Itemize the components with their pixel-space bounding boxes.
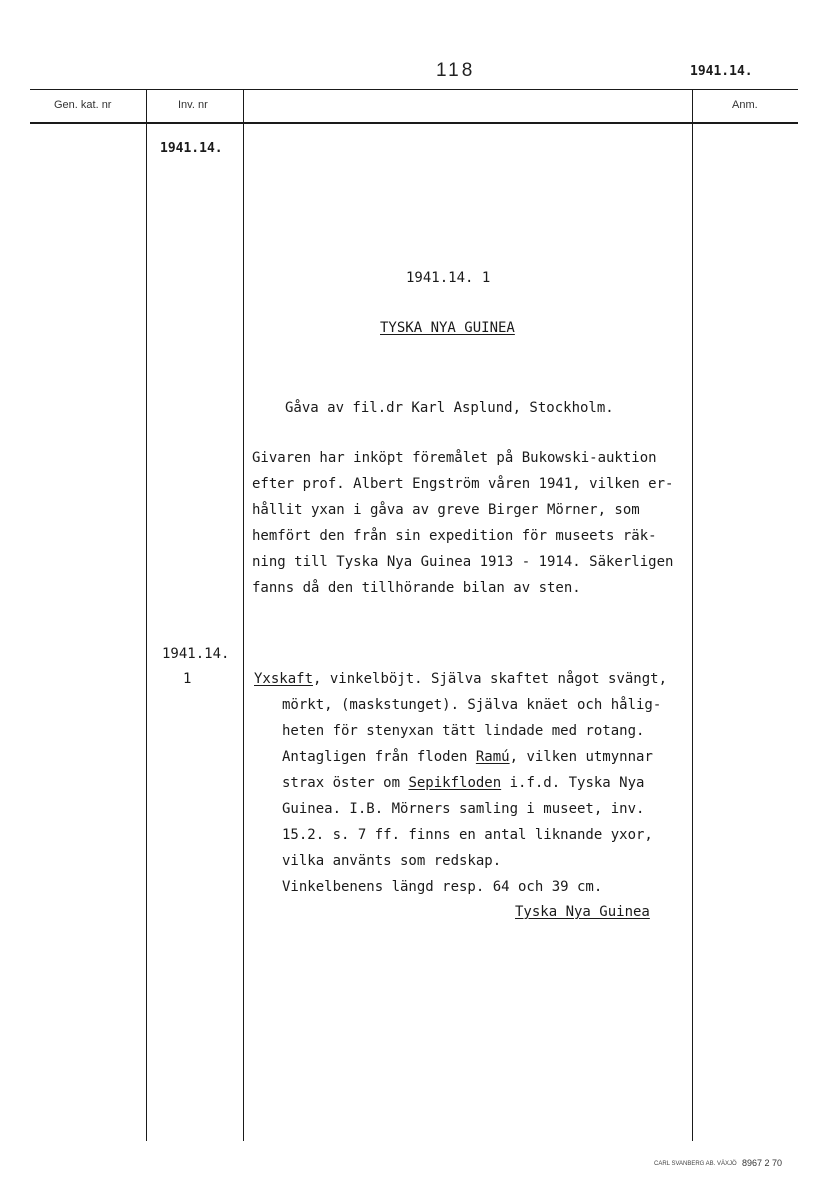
item-line-sepik: strax öster om Sepikfloden i.f.d. Tyska Nya [282,775,645,791]
ramu-river: Ramú [475,749,510,765]
page-number: 118 [436,60,476,81]
column-divider-2 [243,89,244,1141]
form-code: 8967 2 70 [742,1158,783,1168]
item-description [282,692,661,900]
column-divider-3 [692,89,693,1141]
printer-credit: CARL SVANBERG AB. VÄXJÖ [654,1161,737,1167]
item-line-ramu: Antagligen från floden Ramú, vilken utmynnar [282,749,653,765]
item-inventory-suffix: 1 [183,671,192,687]
provenance-line: efter prof. Albert Engström våren 1941, vilken er- [252,476,674,492]
provenance-paragraph [252,445,692,601]
column-header-anm: Anm. [732,99,758,111]
column-divider-1 [146,89,147,1141]
provenance-line: fanns då den tillhörande bilan av sten. [252,580,581,596]
header-inventory-id: 1941.14. [690,64,753,79]
column-header-inv: Inv. nr [178,99,208,111]
item-line: Guinea. I.B. Mörners samling i museet, inv. [282,801,645,817]
provenance-line: hållit yxan i gåva av greve Birger Mörner, som [252,502,640,518]
item-first-line-rest: , vinkelböjt. Själva skaftet något svängt, [313,671,668,687]
item-line: Vinkelbenens längd resp. 64 och 39 cm. [282,879,603,895]
inventory-number-top: 1941.14. [160,141,223,156]
provenance-line: ning till Tyska Nya Guinea 1913 - 1914. Säkerligen [252,554,674,570]
item-name: Yxskaft [254,671,314,687]
region-title: TYSKA NYA GUINEA [380,320,515,336]
item-region-tag: Tyska Nya Guinea [515,904,650,920]
item-line: heten för stenyxan tätt lindade med rotang. [282,723,645,739]
item-line: mörkt, (maskstunget). Själva knäet och hålig- [282,697,662,713]
item-line: 15.2. s. 7 ff. finns en antal liknande yxor, [282,827,653,843]
item-line: vilka använts som redskap. [282,853,502,869]
entry-id: 1941.14. 1 [406,270,491,286]
sepik-river: Sepikfloden [408,775,502,791]
item-inventory-number: 1941.14. [162,646,230,662]
donor-line: Gåva av fil.dr Karl Asplund, Stockholm. [285,400,614,416]
column-header-gen-kat: Gen. kat. nr [54,99,112,111]
item-first-line [254,666,667,692]
provenance-line: Givaren har inköpt föremålet på Bukowski-auktion [252,450,657,466]
provenance-line: hemfört den från sin expedition för museets räk- [252,528,657,544]
